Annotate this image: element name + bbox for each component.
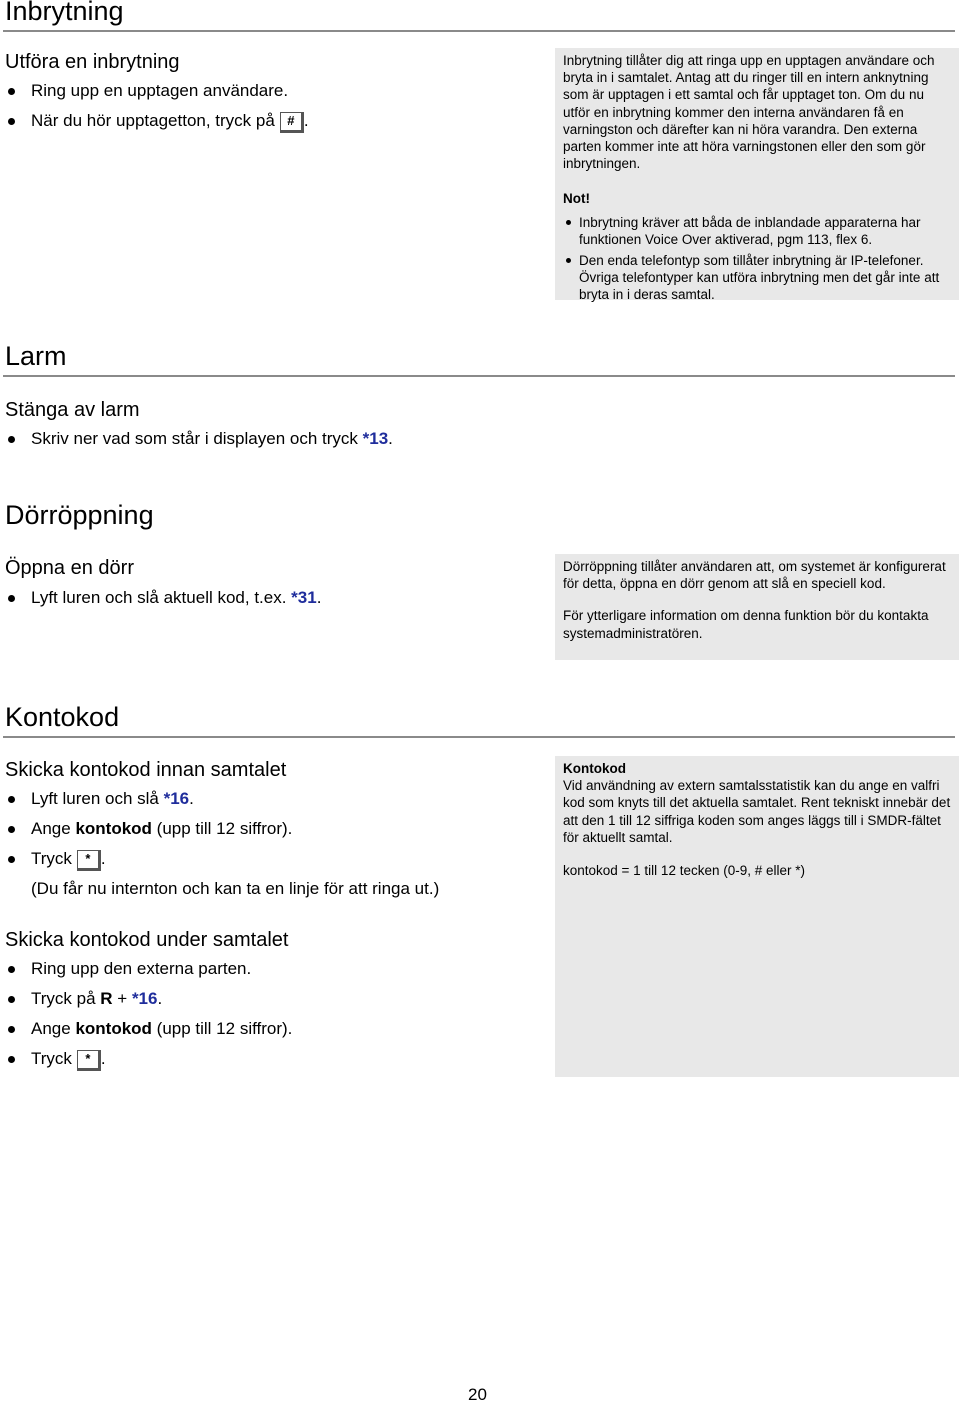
bullet-icon bbox=[8, 856, 15, 863]
info-box-kontokod bbox=[555, 756, 959, 1077]
door-steps bbox=[5, 588, 321, 618]
subheading-innan-samtalet: Skicka kontokod innan samtalet bbox=[5, 759, 287, 781]
info-box-dorroppning bbox=[555, 554, 959, 660]
section-divider bbox=[3, 375, 955, 377]
bullet-icon bbox=[566, 220, 571, 225]
bullet-icon bbox=[8, 118, 15, 125]
list-item: Ring upp den externa parten. bbox=[5, 959, 292, 989]
bullet-icon bbox=[8, 88, 15, 95]
subheading-oppna-dorr: Öppna en dörr bbox=[5, 557, 134, 579]
list-item: När du hör upptagetton, tryck på # . bbox=[5, 111, 309, 141]
hash-key-icon: # bbox=[280, 112, 304, 133]
info-box-inbrytning bbox=[555, 48, 959, 303]
note-title: Not! bbox=[563, 191, 590, 207]
list-item: Ring upp en upptagen användare. bbox=[5, 81, 309, 111]
alarm-steps bbox=[5, 429, 393, 459]
subheading-under-samtalet: Skicka kontokod under samtalet bbox=[5, 929, 289, 951]
list-item: Skriv ner vad som står i displayen och tryck *13. bbox=[5, 429, 393, 459]
subheading-utfora-inbrytning: Utföra en inbrytning bbox=[5, 51, 180, 73]
list-item: Den enda telefontyp som tillåter inbrytning är IP-telefoner. Övriga telefontyper kan utföra inbrytning men det går inte att bryta in i deras samtal. bbox=[563, 252, 951, 304]
info-text: För ytterligare information om denna funktion bör du kontakta systemadministratören. bbox=[563, 608, 929, 641]
bullet-icon bbox=[8, 996, 15, 1003]
info-formula: kontokod = 1 till 12 tecken (0-9, # eller *) bbox=[563, 863, 806, 879]
list-item: Tryck * . bbox=[5, 849, 439, 879]
list-item: Ange kontokod (upp till 12 siffror). bbox=[5, 819, 439, 849]
section-divider bbox=[3, 30, 955, 32]
section-title-dorroppning: Dörröppning bbox=[5, 500, 154, 530]
info-text: Inbrytning tillåter dig att ringa upp en upptagen användare och bryta in i samtalet. Antag att du ringer till en intern anknytning som är upptagen i ett samtal och får upptaget ton. Om du nu utför en inbrytning kommer den interna användaren få en varningston och därefter kan ni höra varandra. Den externa parten kommer inte att höra varningstonen eller den som gör inbrytningen. bbox=[563, 53, 935, 172]
star-key-icon: * bbox=[77, 850, 101, 871]
page-number: 20 bbox=[468, 1385, 487, 1404]
intrusion-steps bbox=[5, 81, 309, 141]
bullet-icon bbox=[8, 595, 15, 602]
bullet-icon bbox=[8, 1026, 15, 1033]
list-item-note: (Du får nu internton och kan ta en linje för att ringa ut.) bbox=[31, 879, 440, 898]
bullet-icon bbox=[566, 258, 571, 263]
code: *16 bbox=[163, 789, 190, 808]
list-item: Inbrytning kräver att båda de inblandade apparaterna har funktionen Voice Over aktiverad, pgm 113, flex 6. bbox=[563, 214, 951, 248]
subheading-stanga-av-larm: Stänga av larm bbox=[5, 399, 140, 421]
account-before-steps bbox=[5, 789, 439, 909]
section-title-larm: Larm bbox=[5, 341, 67, 371]
note-list bbox=[563, 214, 951, 304]
section-title-kontokod: Kontokod bbox=[5, 702, 120, 732]
section-title-inbrytning: Inbrytning bbox=[5, 0, 124, 26]
info-title: Kontokod bbox=[563, 761, 626, 776]
bullet-icon bbox=[8, 1056, 15, 1063]
info-text: Dörröppning tillåter användaren att, om systemet är konfigurerat för detta, öppna en dörr genom att slå en speciell kod. bbox=[563, 559, 946, 592]
code: *16 bbox=[131, 989, 158, 1008]
list-item: Lyft luren och slå *16. bbox=[5, 789, 439, 819]
code: *13 bbox=[362, 429, 389, 448]
star-key-icon: * bbox=[77, 1050, 101, 1071]
list-item: Tryck * . bbox=[5, 1049, 292, 1079]
code: *31 bbox=[291, 588, 317, 607]
bullet-icon bbox=[8, 826, 15, 833]
list-item: Ange kontokod (upp till 12 siffror). bbox=[5, 1019, 292, 1049]
info-text: Vid användning av extern samtalsstatistik kan du ange en valfri kod som knyts till det aktuella samtalet. Rent tekniskt innebär det att den 1 till 12 siffriga koden som anges läggs till i SMDR-fältet för aktuellt samtal. bbox=[563, 778, 951, 845]
list-item: Tryck på R + *16. bbox=[5, 989, 292, 1019]
list-item: Lyft luren och slå aktuell kod, t.ex. *31. bbox=[5, 588, 321, 618]
bullet-icon bbox=[8, 436, 15, 443]
bullet-icon bbox=[8, 796, 15, 803]
section-divider bbox=[3, 736, 955, 738]
bullet-icon bbox=[8, 966, 15, 973]
account-during-steps bbox=[5, 959, 292, 1079]
